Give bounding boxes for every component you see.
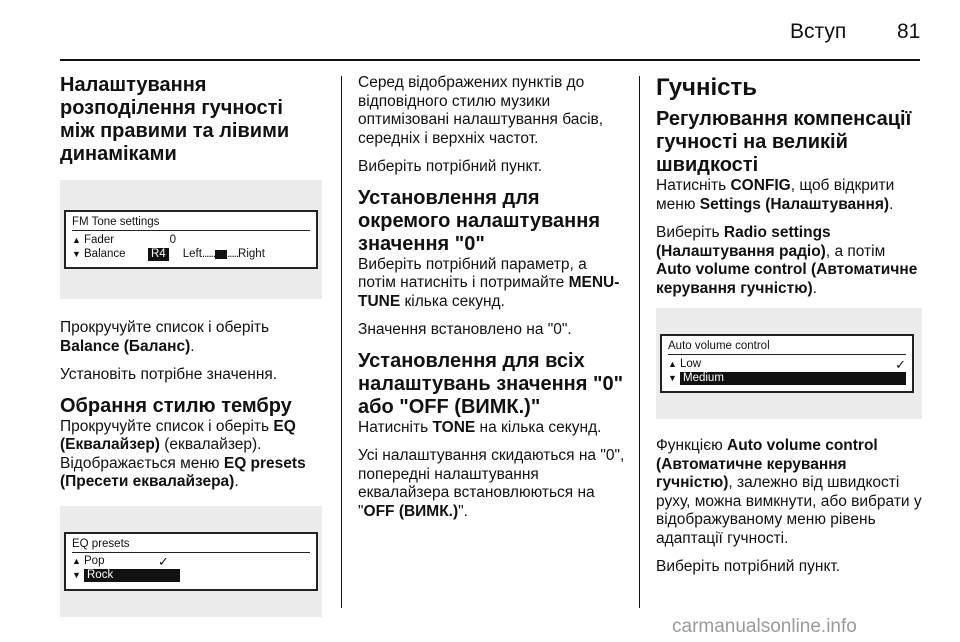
medium-row: [668, 371, 906, 385]
balance-dots-icon: .....: [227, 247, 239, 260]
balance-marker-icon: [215, 250, 227, 259]
pop-row: [72, 555, 310, 569]
left-label: Left: [182, 247, 202, 260]
page-number: 81: [897, 20, 921, 43]
section-heading-speed-compensation: Регулювання компенсації гучності на великій швидкості: [656, 108, 912, 176]
rock-label: Rock: [84, 569, 180, 582]
screen-title: EQ presets: [72, 538, 310, 553]
page-header: [0, 0, 960, 60]
paragraph: Виберіть потрібний параметр, а потім натисніть і потримайте MENU-TUNE кілька секунд.: [358, 255, 620, 310]
paragraph: Установіть потрібне значення.: [60, 366, 278, 383]
paragraph: Усі налаштування скидаються на "0", попередні налаштування еквалайзера встановлюються на "OFF (ВИМК.)".: [358, 447, 625, 520]
section-heading-reset-all: Установлення для всіх налаштувань значення "0" або "OFF (ВИМК.)": [358, 349, 624, 418]
balance-value: R4: [148, 248, 169, 261]
low-row: [668, 357, 906, 371]
watermark: carmanualsonline.info: [672, 616, 857, 637]
paragraph: Виберіть Radio settings (Налаштування радіо), а потім Auto volume control (Автоматичне керування гучністю).: [656, 224, 918, 297]
low-label: Low: [680, 357, 702, 370]
arrow-down-icon: ▼: [72, 248, 81, 259]
medium-label: Medium: [680, 372, 906, 385]
rock-row: [72, 569, 310, 583]
column-1: [60, 74, 322, 635]
checkmark-icon: ✓: [895, 356, 906, 372]
column-divider-2: [639, 76, 640, 608]
section-title-volume: Гучність: [656, 74, 757, 101]
fader-label: Fader: [84, 233, 115, 246]
fader-row: [72, 233, 310, 247]
paragraph: Значення встановлено на "0".: [358, 321, 572, 338]
arrow-up-icon: ▲: [72, 234, 81, 245]
paragraph: Натисніть CONFIG, щоб відкрити меню Settings (Налаштування).: [656, 177, 895, 213]
paragraph: Натисніть TONE на кілька секунд.: [358, 418, 602, 436]
screen-title: Auto volume control: [668, 340, 906, 355]
balance-label: Balance: [84, 247, 126, 260]
paragraph: Прокручуйте список і оберіть Balance (Баланс).: [60, 319, 270, 355]
auto-volume-figure: [656, 308, 922, 419]
arrow-up-icon: ▲: [668, 358, 677, 369]
paragraph: Серед відображених пунктів до відповідного стилю музики оптимізовані налаштування басів, середніх і верхніх частот.: [358, 74, 604, 147]
screen-title: FM Tone settings: [72, 216, 310, 231]
section-heading-reset-one: Установлення для окремого налаштування значення "0": [358, 186, 600, 255]
column-divider-1: [341, 76, 342, 608]
paragraph: Функцією Auto volume control (Автоматичне керування гучністю), залежно від швидкості руху, можна вимкнути, або вибрати у відображуваному меню рівень адаптації гучності.: [656, 437, 922, 547]
arrow-down-icon: ▼: [72, 570, 81, 580]
eq-presets-screen: [64, 532, 318, 591]
pop-label: Pop: [84, 555, 105, 567]
checkmark-icon: ✓: [158, 554, 169, 569]
fader-value: 0: [169, 233, 176, 246]
balance-row: [72, 247, 310, 261]
page-title: Вступ: [790, 20, 847, 43]
arrow-down-icon: ▼: [668, 372, 677, 383]
paragraph: Прокручуйте список і оберіть EQ (Еквалайзер) (еквалайзер). Відображається меню EQ presets (Пресети еквалайзера).: [60, 417, 306, 490]
tone-settings-screen: [64, 210, 318, 269]
header-rule: [60, 59, 920, 61]
right-label: Right: [238, 247, 265, 260]
tone-settings-figure: [60, 180, 322, 299]
arrow-up-icon: ▲: [72, 556, 81, 566]
column-2: [358, 74, 628, 531]
section-heading-eq: Обрання стилю тембру: [60, 394, 292, 417]
auto-volume-screen: [660, 334, 914, 393]
balance-dots-icon: ......: [201, 247, 216, 260]
column-3: [656, 74, 922, 587]
section-heading-balance: Налаштування розподілення гучності між правими та лівими динаміками: [60, 74, 290, 165]
paragraph: Виберіть потрібний пункт.: [656, 558, 841, 575]
eq-presets-figure: [60, 506, 322, 617]
paragraph: Виберіть потрібний пункт.: [358, 158, 543, 175]
